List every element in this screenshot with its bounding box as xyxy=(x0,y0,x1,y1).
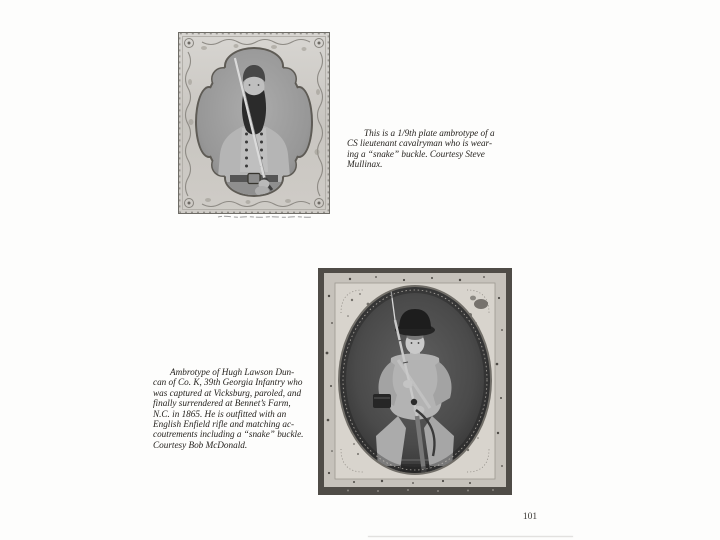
caption-line: Mullinax. xyxy=(347,159,383,170)
caption-line: finally surrendered at Bennet’s Farm, xyxy=(153,398,291,409)
figure-top-ambrotype xyxy=(178,32,330,222)
caption-line: coutrements including a “snake” buckle. xyxy=(153,429,304,440)
top-ambrotype-image xyxy=(178,32,330,222)
caption-bottom xyxy=(153,367,313,450)
caption-line: Courtesy Bob McDonald. xyxy=(153,439,248,450)
caption-line: Ambrotype of Hugh Lawson Dun- xyxy=(170,367,295,377)
caption-line: N.C. in 1865. He is outfitted with an xyxy=(153,408,287,419)
plate-scratches xyxy=(218,216,312,217)
page-scan-edge-artifact xyxy=(368,536,573,537)
caption-line: ing a “snake” buckle. Courtesy Steve xyxy=(347,148,485,159)
caption-line: CS lieutenant cavalryman who is wear- xyxy=(347,138,493,149)
page-number: 101 xyxy=(522,512,538,522)
caption-line: English Enfield rifle and matching ac- xyxy=(153,419,295,430)
figure-bottom-ambrotype xyxy=(318,268,512,495)
bottom-ambrotype-image xyxy=(318,268,512,495)
caption-line: can of Co. K, 39th Georgia Infantry who xyxy=(153,377,303,388)
caption-line: This is a 1/9th plate ambrotype of a xyxy=(364,128,495,138)
caption-line: was captured at Vicksburg, paroled, and xyxy=(153,387,302,398)
caption-top xyxy=(347,128,495,170)
